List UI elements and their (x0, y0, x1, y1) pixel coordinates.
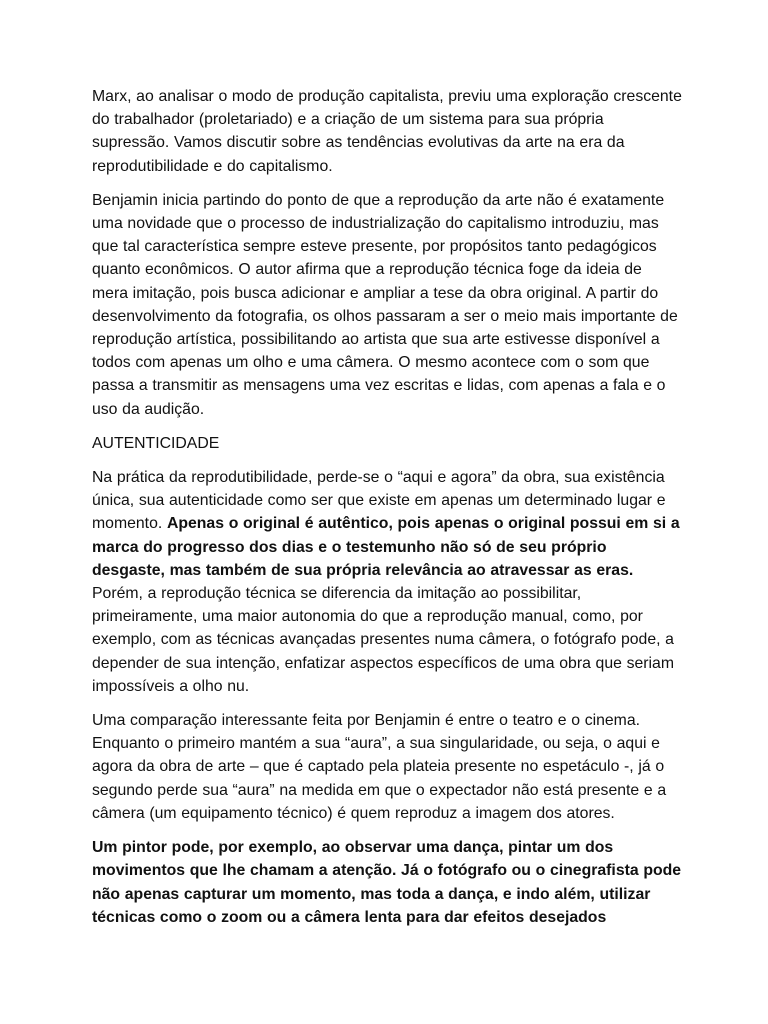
paragraph-autenticidade-intro: Na prática da reprodutibilidade, perde-se o “aqui e agora” da obra, sua existência única, sua autenticidade como ser que existe em apenas um determinado lugar e momento. (92, 469, 666, 533)
paragraph-marx: Marx, ao analisar o modo de produção capitalista, previu uma exploração crescente do trabalhador (proletariado) e a criação de um sistema para sua própria supressão. Vamos discutir sobre as tendências evolutivas da arte na era da reprodutibilidade e do capitalismo. (92, 88, 682, 175)
paragraph-pintor-fotografo: Um pintor pode, por exemplo, ao observar uma dança, pintar um dos movimentos que lhe chamam a atenção. Já o fotógrafo ou o cinegrafista pode não apenas capturar um momento, mas toda a dança, e indo além, utilizar técnicas como o zoom ou a câmera lenta para dar efeitos desejados (92, 839, 682, 926)
paragraph-teatro-cinema: Uma comparação interessante feita por Benjamin é entre o teatro e o cinema. Enquanto o primeiro mantém a sua “aura”, a sua singularidade, ou seja, o aqui e agora da obra de arte – que é captado pela plateia presente no espetáculo -, já o segundo perde sua “aura” na medida em que o expectador não está presente e a câmera (um equipamento técnico) é quem reproduz a imagem dos atores. (92, 712, 667, 822)
document-page (92, 85, 682, 940)
paragraph-autenticidade-bold: Apenas o original é autêntico, pois apenas o original possui em si a marca do progresso dos dias e o testemunho não só de seu próprio desgaste, mas também de sua própria relevância ao atravessar as eras. (92, 515, 680, 579)
paragraph-autenticidade (92, 466, 682, 698)
paragraph-autenticidade-rest: Porém, a reprodução técnica se diferencia da imitação ao possibilitar, primeiramente, uma maior autonomia do que a reprodução manual, como, por exemplo, com as técnicas avançadas presentes numa câmera, o fotógrafo pode, a depender de sua intenção, enfatizar aspectos específicos de uma obra que seriam impossíveis a olho nu. (92, 585, 674, 695)
section-heading-autenticidade: AUTENTICIDADE (92, 434, 220, 452)
paragraph-benjamin-reproducao: Benjamin inicia partindo do ponto de que a reprodução da arte não é exatamente uma novidade que o processo de industrialização do capitalismo introduziu, mas que tal característica sempre esteve presente, por propósitos tanto pedagógicos quanto econômicos. O autor afirma que a reprodução técnica foge da ideia de mera imitação, pois busca adicionar e ampliar a tese da obra original. A partir do desenvolvimento da fotografia, os olhos passaram a ser o meio mais importante de reprodução artística, possibilitando ao artista que sua arte estivesse disponível a todos com apenas um olho e uma câmera. O mesmo acontece com o som que passa a transmitir as mensagens uma vez escritas e lidas, com apenas a fala e o uso da audição. (92, 191, 678, 418)
